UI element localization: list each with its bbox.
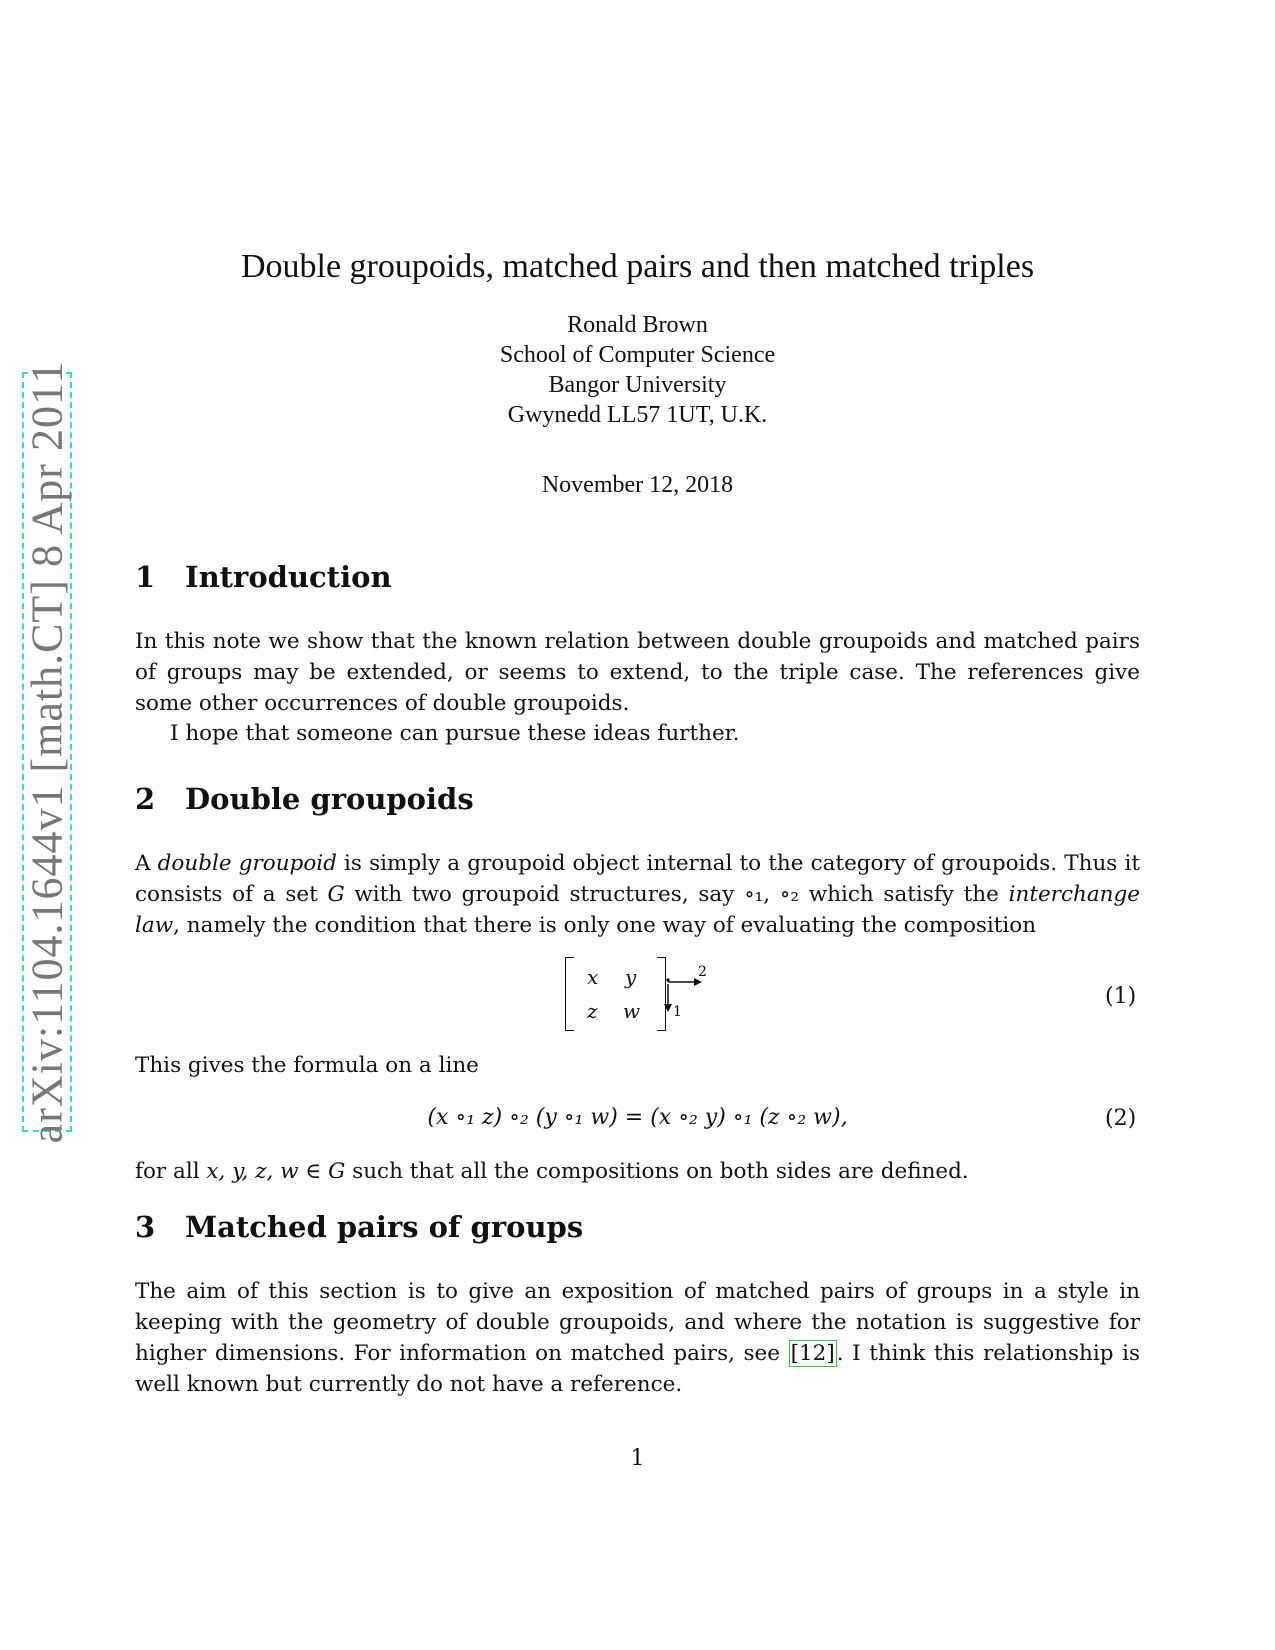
composition-matrix <box>565 957 665 1037</box>
author-name: Ronald Brown <box>567 312 708 338</box>
author-address: Gwynedd LL57 1UT, U.K. <box>507 402 768 428</box>
equation-interchange: (x ∘₁ z) ∘₂ (y ∘₁ w) = (x ∘₂ y) ∘₁ (z ∘₂ w), <box>427 1105 848 1130</box>
author-affiliation-2: Bangor University <box>548 372 727 398</box>
term-interchange-law: interchange law <box>135 882 1140 938</box>
page-number: 1 <box>630 1446 645 1471</box>
section-number: 2 <box>135 782 156 816</box>
equation-number-1: (1) <box>1105 984 1137 1009</box>
left-bracket <box>565 957 574 1031</box>
text-run: . I think this relationship is well known but currently do not have a reference. <box>135 1341 1140 1397</box>
section-title: Matched pairs of groups <box>185 1210 584 1244</box>
matched-pairs-paragraph <box>135 1276 1140 1400</box>
equation-number-2: (2) <box>1105 1106 1137 1131</box>
section-number: 1 <box>135 560 156 594</box>
matrix-cell-y: y <box>625 965 637 989</box>
direction-label-1: 1 <box>673 1004 682 1020</box>
direction-axes-icon <box>660 960 710 1020</box>
section-number: 3 <box>135 1210 156 1244</box>
intro-paragraph-2: I hope that someone can pursue these ideas further. <box>170 721 740 746</box>
arxiv-stamp-text: arXiv:1104.1644v1 [math.CT] 8 Apr 2011 <box>22 360 72 1144</box>
section-title: Introduction <box>185 560 392 594</box>
term-double-groupoid: double groupoid <box>157 851 337 876</box>
text-run: with two groupoid structures, say ∘₁, ∘₂ which satisfy the <box>344 882 1009 907</box>
text-run: , namely the condition that there is only one way of evaluating the composition <box>173 913 1037 938</box>
math-var: G <box>327 882 345 907</box>
section-heading-double-groupoids <box>135 782 474 816</box>
text-run: A <box>135 851 158 876</box>
section-heading-matched-pairs <box>135 1210 583 1244</box>
text-run: for all <box>135 1159 207 1184</box>
paper-title: Double groupoids, matched pairs and then matched triples <box>240 248 1035 285</box>
matrix-cell-w: w <box>623 999 641 1023</box>
paper-date: November 12, 2018 <box>541 472 734 498</box>
text-run: such that all the compositions on both sides are defined. <box>345 1159 969 1184</box>
intro-paragraph-1: In this note we show that the known relation between double groupoids and matched pairs of groups may be extended, or seems to extend, to the triple case. The references give some other occurrences of double groupoids. <box>135 629 1140 716</box>
author-affiliation-1: School of Computer Science <box>499 342 776 368</box>
math-vars: x, y, z, w ∈ G <box>206 1159 346 1184</box>
for-all-text <box>135 1156 1140 1187</box>
double-groupoids-paragraph <box>135 848 1140 941</box>
citation-link-12[interactable]: [12] <box>790 1341 835 1366</box>
text-run: The aim of this section is to give an exposition of matched pairs of groups in a style in keeping with the geometry of double groupoids, and where the notation is suggestive for higher dimensions. For information on matched pairs, see <box>135 1279 1140 1366</box>
matrix-cell-z: z <box>587 999 598 1023</box>
section-heading-introduction <box>135 560 392 594</box>
matrix-cell-x: x <box>587 965 599 989</box>
text-run: is simply a groupoid object internal to the category of groupoids. Thus it consists of a set <box>135 851 1140 907</box>
formula-intro-text: This gives the formula on a line <box>135 1053 479 1078</box>
direction-label-2: 2 <box>698 964 707 980</box>
section-title: Double groupoids <box>185 782 474 816</box>
